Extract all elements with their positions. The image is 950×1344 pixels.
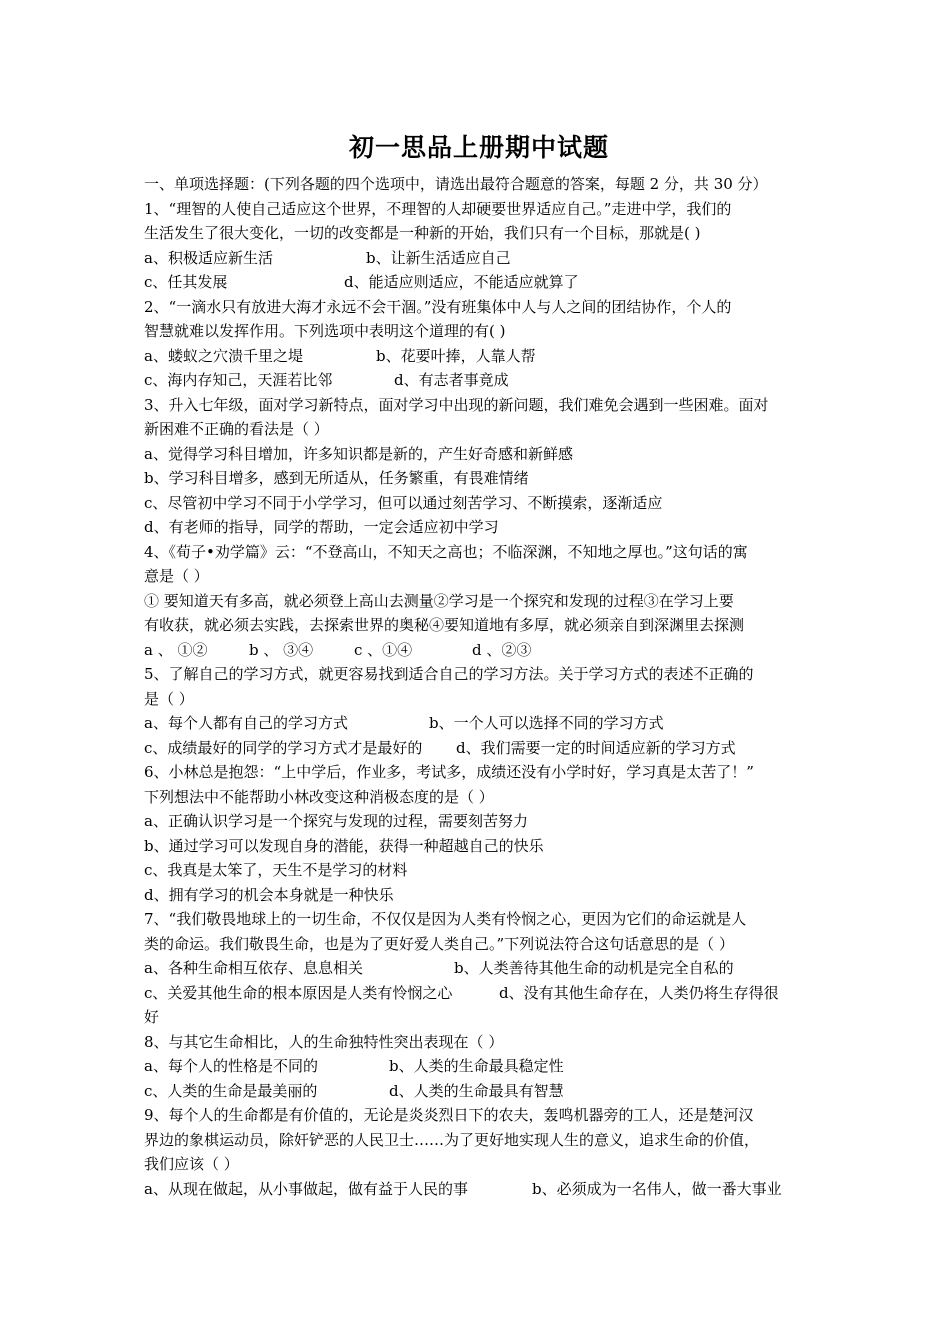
question-3-option-d: d、有老师的指导，同学的帮助，一定会适应初中学习 <box>144 518 499 536</box>
question-2-option-d: d、有志者事竟成 <box>394 371 509 389</box>
question-6-stem-line-1: 6、小林总是抱怨：“上中学后，作业多，考试多，成绩还没有小学时好，学习真是太苦了！” <box>144 763 754 781</box>
question-7-option-c: c、关爱其他生命的根本原因是人类有怜悯之心 <box>144 983 453 1002</box>
question-5-options-row-2 <box>144 736 814 761</box>
question-9-stem-line-3: 我们应该（ ） <box>144 1155 239 1173</box>
question-2-stem-line-1: 2、“一滴水只有放进大海才永远不会干涸。”没有班集体中人与人之间的团结协作，个人的 <box>144 297 732 316</box>
question-5-option-a: a、每个人都有自己的学习方式 <box>144 714 348 732</box>
question-7-options-row-2 <box>144 981 814 1006</box>
question-9-option-b: b、必须成为一名伟人，做一番大事业 <box>532 1179 782 1198</box>
question-4-options-row <box>144 638 814 663</box>
question-3-option-b: b、学习科目增多，感到无所适从，任务繁重，有畏难情绪 <box>144 469 529 487</box>
question-3-option-a: a、觉得学习科目增加，许多知识都是新的，产生好奇感和新鲜感 <box>144 444 573 463</box>
question-8-stem-line-1: 8、与其它生命相比，人的生命独特性突出表现在（ ） <box>144 1032 504 1051</box>
question-8-option-c: c、人类的生命是最美丽的 <box>144 1081 318 1100</box>
question-4-stem-line-2: 意是（ ） <box>144 567 209 585</box>
question-1-option-b: b、让新生活适应自己 <box>366 248 511 267</box>
question-2-options-row-2 <box>144 368 814 393</box>
question-7-option-a: a、各种生命相互依存、息息相关 <box>144 959 363 977</box>
question-1-options-row-2 <box>144 270 814 295</box>
question-6-option-b: b、通过学习可以发现自身的潜能，获得一种超越自己的快乐 <box>144 836 544 855</box>
question-4-stem-line-4: 有收获，就必须去实践，去探索世界的奥秘④要知道地有多厚，就必须亲自到深渊里去探测 <box>144 616 745 634</box>
question-8-option-d: d、人类的生命最具有智慧 <box>389 1081 564 1100</box>
question-8-option-b: b、人类的生命最具稳定性 <box>389 1057 564 1075</box>
question-1-option-c: c、任其发展 <box>144 273 228 291</box>
question-3-option-c: c、尽管初中学习不同于小学学习，但可以通过刻苦学习、不断摸索，逐渐适应 <box>144 493 663 512</box>
question-4-option-c: c 、①④ <box>354 640 413 659</box>
question-7-stem-line-1: 7、“我们敬畏地球上的一切生命，不仅仅是因为人类有怜悯之心，更因为它们的命运就是人 <box>144 910 747 928</box>
question-1-option-a: a、积极适应新生活 <box>144 248 273 267</box>
question-4-stem-line-3: ① 要知道天有多高，就必须登上高山去测量②学习是一个探究和发现的过程③在学习上要 <box>144 591 734 610</box>
question-4-option-b: b 、 ③④ <box>249 640 314 659</box>
section-header: 一、单项选择题：(下列各题的四个选项中，请选出最符合题意的答案，每题 2 分，共 30 分） <box>144 175 768 193</box>
question-8-option-a: a、每个人的性格是不同的 <box>144 1057 318 1075</box>
question-9-stem-line-2: 界边的象棋运动员，除奸铲恶的人民卫士……为了更好地实现人生的意义，追求生命的价值， <box>144 1130 760 1149</box>
question-7-option-d: d、没有其他生命存在，人类仍将生存得很 <box>499 983 779 1002</box>
question-4-option-d: d 、②③ <box>472 640 532 659</box>
question-2-option-a: a、蝼蚁之穴溃千里之堤 <box>144 346 303 365</box>
page-title: 初一思品上册期中试题 <box>348 133 609 162</box>
question-5-options-row-1 <box>144 711 814 736</box>
question-5-option-c: c、成绩最好的同学的学习方式才是最好的 <box>144 738 423 757</box>
question-5-option-b: b、一个人可以选择不同的学习方式 <box>429 714 664 732</box>
question-1-options-row-1 <box>144 246 814 271</box>
question-9-option-a: a、从现在做起，从小事做起，做有益于人民的事 <box>144 1179 468 1198</box>
question-4-stem-line-1: 4、《荀子•劝学篇》云：“不登高山，不知天之高也；不临深渊，不知地之厚也。”这句话的寓 <box>144 542 748 561</box>
question-6-option-a: a、正确认识学习是一个探究与发现的过程，需要刻苦努力 <box>144 812 528 830</box>
question-9-stem-line-1: 9、每个人的生命都是有价值的，无论是炎炎烈日下的农夫，轰鸣机器旁的工人，还是楚河汉 <box>144 1106 754 1124</box>
question-2-option-b: b、花要叶捧，人靠人帮 <box>376 346 536 365</box>
question-8-options-row-1 <box>144 1054 814 1079</box>
question-2-options-row-1 <box>144 344 814 369</box>
question-1-stem-line-2: 生活发生了很大变化，一切的改变都是一种新的开始，我们只有一个目标，那就是( ) <box>144 224 701 242</box>
question-6-option-c: c、我真是太笨了，天生不是学习的材料 <box>144 861 408 879</box>
question-7-option-d-continued: 好 <box>144 1008 160 1026</box>
question-6-stem-line-2: 下列想法中不能帮助小林改变这种消极态度的是（ ） <box>144 787 494 806</box>
question-2-stem-line-2: 智慧就难以发挥作用。下列选项中表明这个道理的有( ) <box>144 322 506 340</box>
question-7-option-b: b、人类善待其他生命的动机是完全自私的 <box>454 959 734 977</box>
question-1-stem-line-1: 1、“理智的人使自己适应这个世界，不理智的人却硬要世界适应自己。”走进中学，我们的 <box>144 199 732 218</box>
question-3-stem-line-2: 新困难不正确的看法是（ ） <box>144 420 329 438</box>
question-2-option-c: c、海内存知己，天涯若比邻 <box>144 371 333 389</box>
question-5-stem-line-2: 是（ ） <box>144 689 194 708</box>
question-7-stem-line-2: 类的命运。我们敬畏生命，也是为了更好爱人类自己。”下列说法符合这句话意思的是（ ） <box>144 934 734 953</box>
question-8-options-row-2 <box>144 1079 814 1104</box>
question-6-option-d: d、拥有学习的机会本身就是一种快乐 <box>144 885 394 904</box>
question-9-options-row-1 <box>144 1177 814 1202</box>
question-5-stem-line-1: 5、了解自己的学习方式，就更容易找到适合自己的学习方法。关于学习方式的表述不正确的 <box>144 665 754 683</box>
question-4-option-a: a 、 ①② <box>144 640 208 659</box>
question-3-stem-line-1: 3、升入七年级，面对学习新特点，面对学习中出现的新问题，我们难免会遇到一些困难。面对 <box>144 395 769 414</box>
question-1-option-d: d、能适应则适应，不能适应就算了 <box>344 273 579 291</box>
exam-page <box>144 130 814 1201</box>
question-7-options-row-1 <box>144 956 814 981</box>
question-5-option-d: d、我们需要一定的时间适应新的学习方式 <box>456 738 736 757</box>
